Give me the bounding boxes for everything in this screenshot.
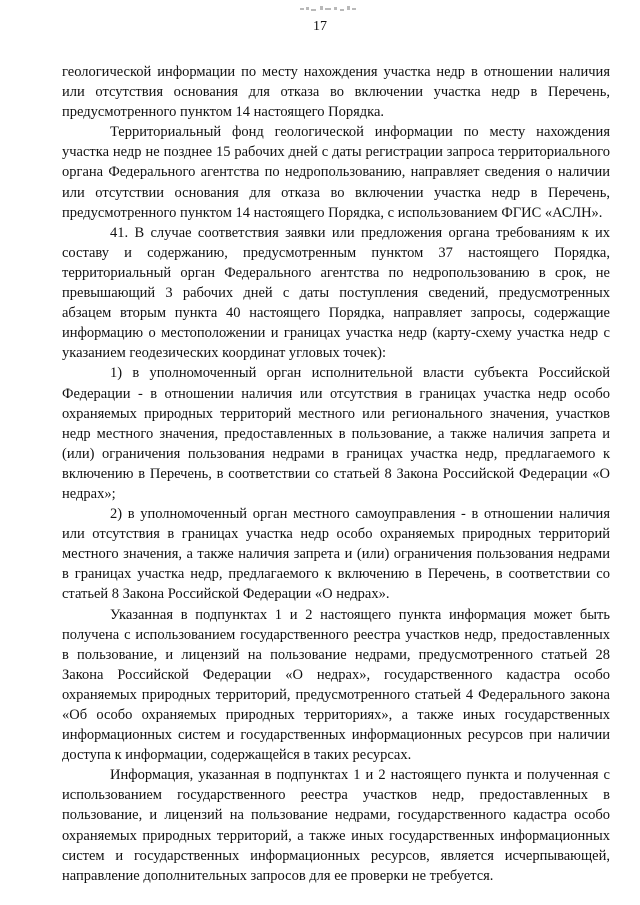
paragraph-subitem-1: 1) в уполномоченный орган исполнительной власти субъекта Российской Федерации - в отношении наличия или отсутствия в границах участка недр особо охраняемых природных территорий местного или регионального значения, участков недр местного значения, предоставленных в пользование, а также наличия запрета и (или) ограничения пользования недрами в границах участка недр, предлагаемого к включению в Перечень, в соответствии со статьей 8 Закона Российской Федерации «О недрах»; [62, 365, 610, 502]
page-number: 17 [313, 19, 327, 34]
paragraph-continuation: геологической информации по месту нахождения участка недр в отношении наличия или отсутствия основания для отказа во включении участка недр в Перечень, предусмотренного пунктом 14 настоящего Порядка. [62, 64, 610, 121]
paragraph-territorial-fund: Территориальный фонд геологической информации по месту нахождения участка недр не позднее 15 рабочих дней с даты регистрации запроса территориального органа Федерального агентства по недропользованию, направляет сведения о наличии или отсутствии основания для отказа во включении участка недр в Перечень, предусмотренного пунктом 14 настоящего Порядка, с использованием ФГИС «АСЛН». [62, 124, 610, 221]
document-body [62, 62, 610, 886]
paragraph-information-exhaustive: Информация, указанная в подпунктах 1 и 2 настоящего пункта и полученная с использованием государственного реестра участков недр, предоставленных в пользование, и лицензий на пользование недрами, государственного кадастра особо охраняемых природных территорий, а также иных государственных информационных систем и государственных информационных ресурсов, является исчерпывающей, направление дополнительных запросов для ее проверки не требуется. [62, 767, 610, 884]
stamp-mark-icon [298, 4, 358, 16]
paragraph-subitem-2: 2) в уполномоченный орган местного самоуправления - в отношении наличия или отсутствия в границах участка недр особо охраняемых природных территорий местного значения, а также наличия запрета и (или) ограничения пользования недрами в границах участка недр, предлагаемого к включению в Перечень, в соответствии со статьей 8 Закона Российской Федерации «О недрах». [62, 506, 610, 603]
paragraph-item-41: 41. В случае соответствия заявки или предложения органа требованиям к их составу и содержанию, предусмотренным пунктом 37 настоящего Порядка, территориальный орган Федерального агентства по недропользованию в срок, не превышающий 3 рабочих дней с даты поступления сведений, предусмотренных абзацем вторым пункта 40 настоящего Порядка, направляет запросы, содержащие информацию о местоположении и границах участка недр (карту-схему участка недр с указанием геодезических координат угловых точек): [62, 224, 610, 362]
paragraph-information-sources: Указанная в подпунктах 1 и 2 настоящего пункта информация может быть получена с использованием государственного реестра участков недр, предоставленных в пользование, и лицензий на пользование недрами, предусмотренного статьей 28 Закона Российской Федерации «О недрах», государственного кадастра особо охраняемых природных территорий, предусмотренного статьей 4 Федерального закона «Об особо охраняемых природных территориях», а также иных государственных информационных систем и государственных информационных ресурсов при наличии доступа к информации, содержащейся в таких ресурсах. [62, 606, 610, 764]
